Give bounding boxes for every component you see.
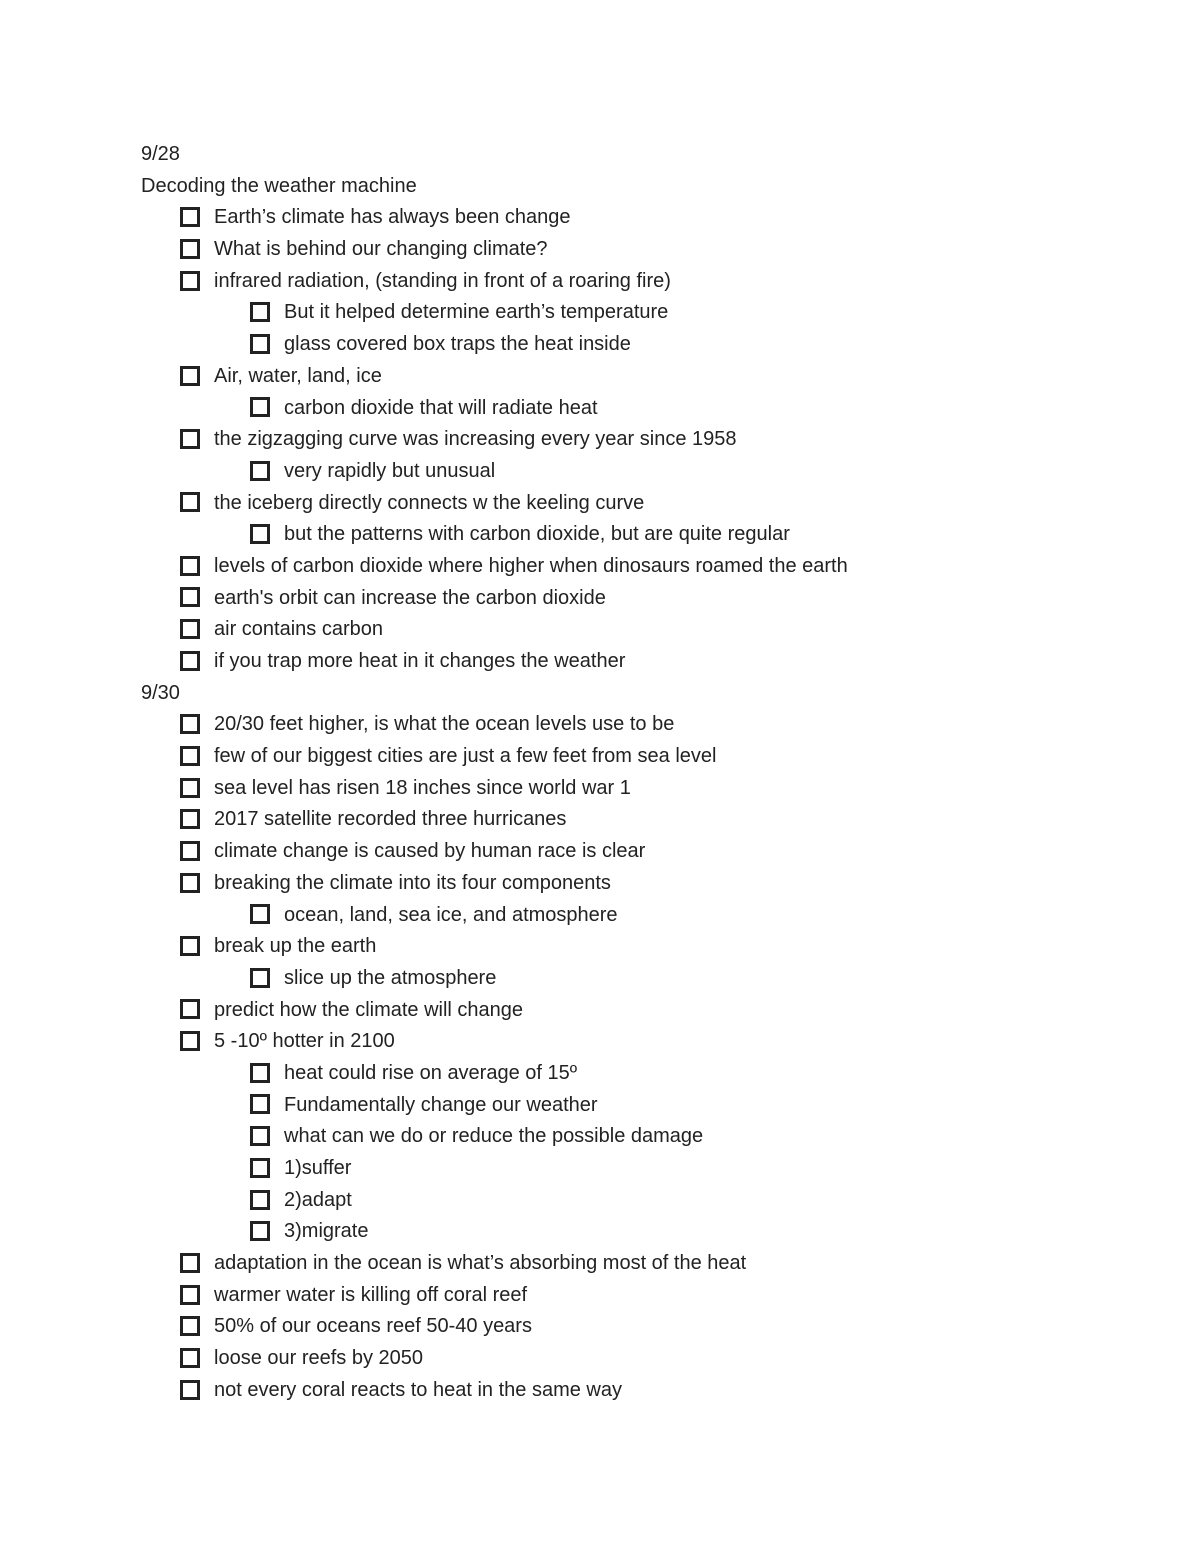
checklist-item bbox=[141, 995, 1141, 1027]
checklist-item-text: what can we do or reduce the possible damage bbox=[284, 1125, 704, 1148]
checklist-item bbox=[141, 1090, 1141, 1122]
checklist-item-text: if you trap more heat in it changes the weather bbox=[214, 650, 626, 672]
checklist-item bbox=[141, 551, 1141, 583]
checkbox-icon[interactable] bbox=[250, 1190, 270, 1210]
checklist-item bbox=[141, 836, 1141, 868]
checklist-item bbox=[141, 297, 1141, 329]
checkbox-icon[interactable] bbox=[180, 1380, 200, 1400]
checkbox-icon[interactable] bbox=[250, 302, 270, 322]
checklist-item bbox=[141, 361, 1141, 393]
checklist-item-text: 2017 satellite recorded three hurricanes bbox=[214, 808, 567, 831]
heading-text: 9/30 bbox=[141, 681, 180, 704]
checklist-item bbox=[141, 1216, 1141, 1248]
checklist-item-text: 1)suffer bbox=[284, 1157, 352, 1179]
checkbox-icon[interactable] bbox=[180, 1348, 200, 1368]
checklist-item bbox=[141, 393, 1141, 425]
checklist-item-text: adaptation in the ocean is what’s absorbing most of the heat bbox=[214, 1252, 747, 1275]
checklist-item-text: break up the earth bbox=[214, 935, 377, 958]
checklist-item bbox=[141, 709, 1141, 741]
checklist-item bbox=[141, 931, 1141, 963]
checkbox-icon[interactable] bbox=[250, 1221, 270, 1241]
checklist-item-text: Earth’s climate has always been change bbox=[214, 206, 571, 229]
checkbox-icon[interactable] bbox=[180, 239, 200, 259]
checklist-item bbox=[141, 804, 1141, 836]
checklist-item-text: glass covered box traps the heat inside bbox=[284, 333, 631, 356]
checklist-item bbox=[141, 1311, 1141, 1343]
checklist-item-text: very rapidly but unusual bbox=[284, 459, 496, 482]
checklist-item bbox=[141, 1153, 1141, 1185]
checkbox-icon[interactable] bbox=[180, 746, 200, 766]
checklist-item-text: the zigzagging curve was increasing every year since 1958 bbox=[214, 428, 737, 451]
checkbox-icon[interactable] bbox=[180, 619, 200, 639]
checklist-item-text: Fundamentally change our weather bbox=[284, 1093, 598, 1116]
checklist-item-text: sea level has risen 18 inches since world war 1 bbox=[214, 776, 631, 799]
checklist-item bbox=[141, 1121, 1141, 1153]
checkbox-icon[interactable] bbox=[180, 492, 200, 512]
checkbox-icon[interactable] bbox=[180, 651, 200, 671]
checkbox-icon[interactable] bbox=[180, 366, 200, 386]
checklist-item-text: earth's orbit can increase the carbon dioxide bbox=[214, 586, 606, 609]
checklist-item bbox=[141, 1280, 1141, 1312]
checkbox-icon[interactable] bbox=[180, 429, 200, 449]
notes-list bbox=[141, 139, 1141, 1407]
checklist-item-text: the iceberg directly connects w the keeling curve bbox=[214, 491, 645, 514]
checkbox-icon[interactable] bbox=[180, 1316, 200, 1336]
checklist-item-text: air contains carbon bbox=[214, 618, 383, 641]
checklist-item-text: climate change is caused by human race is clear bbox=[214, 840, 646, 863]
checklist-item bbox=[141, 488, 1141, 520]
checkbox-icon[interactable] bbox=[250, 461, 270, 481]
date-heading bbox=[141, 171, 1141, 203]
checkbox-icon[interactable] bbox=[180, 207, 200, 227]
checklist-item-text: 50% of our oceans reef 50-40 years bbox=[214, 1315, 532, 1338]
checkbox-icon[interactable] bbox=[250, 1094, 270, 1114]
checklist-item-text: 5 -10º hotter in 2100 bbox=[214, 1030, 395, 1053]
checklist-item bbox=[141, 583, 1141, 615]
checklist-item-text: predict how the climate will change bbox=[214, 998, 524, 1021]
checklist-item bbox=[141, 741, 1141, 773]
heading-text: Decoding the weather machine bbox=[141, 174, 417, 197]
checkbox-icon[interactable] bbox=[180, 936, 200, 956]
checkbox-icon[interactable] bbox=[180, 714, 200, 734]
checkbox-icon[interactable] bbox=[250, 1063, 270, 1083]
checklist-item bbox=[141, 1185, 1141, 1217]
checklist-item-text: warmer water is killing off coral reef bbox=[214, 1283, 528, 1306]
checkbox-icon[interactable] bbox=[180, 841, 200, 861]
checklist-item bbox=[141, 900, 1141, 932]
heading-text: 9/28 bbox=[141, 143, 180, 165]
checkbox-icon[interactable] bbox=[180, 556, 200, 576]
checklist-item bbox=[141, 329, 1141, 361]
checklist-item bbox=[141, 963, 1141, 995]
checkbox-icon[interactable] bbox=[180, 271, 200, 291]
checkbox-icon[interactable] bbox=[250, 397, 270, 417]
checklist-item bbox=[141, 266, 1141, 298]
checklist-item bbox=[141, 424, 1141, 456]
checkbox-icon[interactable] bbox=[250, 904, 270, 924]
checklist-item-text: heat could rise on average of 15º bbox=[284, 1061, 578, 1084]
checklist-item-text: few of our biggest cities are just a few feet from sea level bbox=[214, 745, 717, 768]
date-heading bbox=[141, 678, 1141, 710]
checkbox-icon[interactable] bbox=[250, 334, 270, 354]
checkbox-icon[interactable] bbox=[250, 1126, 270, 1146]
checklist-item-text: not every coral reacts to heat in the same way bbox=[214, 1378, 622, 1401]
checklist-item-text: levels of carbon dioxide where higher when dinosaurs roamed the earth bbox=[214, 554, 848, 577]
date-heading bbox=[141, 139, 1141, 171]
checkbox-icon[interactable] bbox=[250, 968, 270, 988]
checklist-item-text: But it helped determine earth’s temperature bbox=[284, 301, 669, 324]
checkbox-icon[interactable] bbox=[180, 999, 200, 1019]
checkbox-icon[interactable] bbox=[180, 1253, 200, 1273]
checklist-item-text: but the patterns with carbon dioxide, but are quite regular bbox=[284, 523, 790, 546]
checklist-item bbox=[141, 1026, 1141, 1058]
checkbox-icon[interactable] bbox=[180, 1031, 200, 1051]
checklist-item bbox=[141, 519, 1141, 551]
checklist-item bbox=[141, 1248, 1141, 1280]
checklist-item bbox=[141, 614, 1141, 646]
checklist-item bbox=[141, 1343, 1141, 1375]
checklist-item-text: ocean, land, sea ice, and atmosphere bbox=[284, 903, 618, 926]
checklist-item bbox=[141, 456, 1141, 488]
checklist-item-text: Air, water, land, ice bbox=[214, 364, 382, 387]
checklist-item bbox=[141, 202, 1141, 234]
checkbox-icon[interactable] bbox=[180, 1285, 200, 1305]
checklist-item bbox=[141, 1375, 1141, 1407]
checklist-item-text: slice up the atmosphere bbox=[284, 966, 497, 989]
checklist-item-text: What is behind our changing climate? bbox=[214, 238, 548, 261]
checklist-item-text: infrared radiation, (standing in front of a roaring fire) bbox=[214, 269, 671, 292]
checklist-item-text: 3)migrate bbox=[284, 1220, 369, 1243]
checklist-item-text: 2)adapt bbox=[284, 1188, 352, 1211]
checklist-item bbox=[141, 234, 1141, 266]
checkbox-icon[interactable] bbox=[250, 524, 270, 544]
checkbox-icon[interactable] bbox=[180, 587, 200, 607]
checklist-item-text: 20/30 feet higher, is what the ocean levels use to be bbox=[214, 713, 675, 736]
checklist-item-text: loose our reefs by 2050 bbox=[214, 1347, 424, 1370]
checklist-item bbox=[141, 646, 1141, 678]
checklist-item-text: carbon dioxide that will radiate heat bbox=[284, 396, 598, 419]
checkbox-icon[interactable] bbox=[250, 1158, 270, 1178]
checkbox-icon[interactable] bbox=[180, 873, 200, 893]
checklist-item bbox=[141, 1058, 1141, 1090]
checklist-item-text: breaking the climate into its four components bbox=[214, 871, 611, 894]
checkbox-icon[interactable] bbox=[180, 809, 200, 829]
checklist-item bbox=[141, 773, 1141, 805]
checklist-item bbox=[141, 868, 1141, 900]
checkbox-icon[interactable] bbox=[180, 778, 200, 798]
